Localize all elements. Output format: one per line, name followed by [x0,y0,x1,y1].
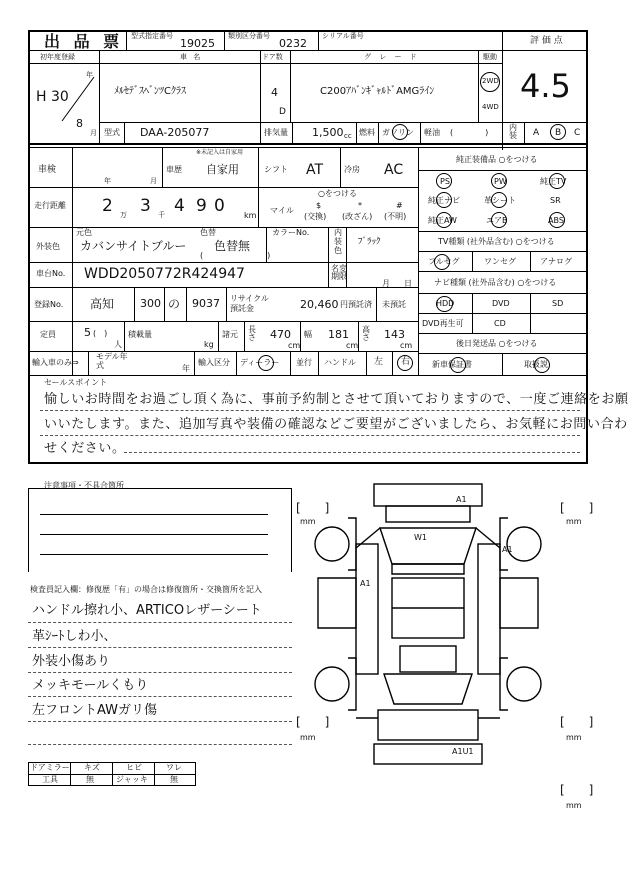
model-year-label: モデル年式 [96,352,128,370]
post-warranty: 新車保証書 [432,360,472,369]
katashiki-label: 型式指定番号 [131,32,173,40]
ruibetsu-value: 0232 [279,37,307,50]
history-note: ※未記入は自家用 [196,149,244,156]
acc-jack-value: 無 [170,775,178,784]
tv-oneseg: ワンセグ [484,257,516,266]
meter-exchange-sym: $ [316,201,322,210]
model-year-unit: 年 [182,364,190,373]
reg-class: 300 [140,297,161,310]
navi-hdd-circle [436,296,453,312]
meter-mile: マイル [270,206,294,215]
mark-a1-right: A1 [502,545,513,554]
import-dealer: ディーラー [240,358,280,367]
mm-spare: mm [566,801,582,810]
post-warranty-circle [450,357,466,373]
meter-tamper-sym: * [358,201,362,210]
mm-rr: mm [566,733,582,742]
vin-label: 車台No. [36,269,66,278]
reg-kana: の [168,297,181,311]
car-damage-diagram [296,478,596,808]
acc-scratch: キズ [84,763,100,772]
car-name-label: 車 名 [180,53,203,61]
fuel-gas: ガソリン [382,128,414,137]
equip-aw-circle [436,212,452,228]
handle-right: 右 [401,357,411,367]
note-line-4: メッキモールくもり [32,678,149,693]
navi-sd: SD [552,299,564,308]
mark-a1-front: A1 [456,495,467,504]
reg-area: 高知 [90,297,115,311]
dvd-label: DVD再生可 [422,319,464,328]
model-value: DAA-205077 [140,126,210,139]
equip-airbag: エアB [486,216,508,225]
recycle-value: 20,460 [300,298,339,311]
equip-ps-circle [436,173,452,189]
capacity-paren: ( ) [93,329,108,338]
interior-color-label: 内装色 [334,228,342,255]
equip-navi: 純正ナビ [428,196,460,205]
bracket-rl: [ ] [296,715,330,729]
length-unit: cm [288,341,301,350]
first-reg-label: 初年度登録 [40,53,75,61]
equip-airbag-circle [491,212,507,228]
acc-tools: 工具 [42,775,58,784]
note-line-3: 外装小傷あり [32,654,111,669]
doors-value: 4 [271,86,278,99]
grade-score: 4.5 [520,67,571,105]
mileage-digit-2: 3 [140,196,151,216]
mileage-digit-1: 2 [102,196,113,216]
fuel-light: 軽油 [424,128,440,137]
fuel-label: 燃料 [359,128,375,137]
model-label: 型式 [104,128,120,137]
meter-exchange: (交換) [304,212,327,221]
displacement-unit: cc [344,132,352,140]
notes-box [28,488,292,572]
drive-4wd: 4WD [482,103,499,111]
interior-c: C [574,128,581,138]
interior-a: A [533,128,540,138]
color-no-label: カラーNo. [272,228,310,237]
equip-pw-circle [491,173,507,189]
width-label: 幅 [304,330,312,339]
form-title: 出 品 票 [44,32,124,51]
navi-dvd: DVD [492,299,510,308]
shaken-year: 年 [104,177,111,185]
year-unit: 年 [86,71,93,79]
meter-unknown: (不明) [384,212,407,221]
fuel-paren: ( ) [450,128,489,137]
exterior-label: 外装色 [36,242,60,251]
meter-note: ○をつける [318,189,357,198]
name-change-label: 名変期限 [331,264,347,281]
navi-hdd: HDD [436,299,455,308]
grade-label: グ レ ー ド [364,53,420,61]
width-unit: cm [346,341,359,350]
ruibetsu-label: 類別区分番号 [228,32,270,40]
displacement-label: 排気量 [264,128,288,137]
door-type: D [279,107,286,117]
dims-label: 諸元 [222,330,238,339]
tv-title: TV種類 (社外品含む) ○をつける [438,237,555,246]
shaken-label: 車検 [38,165,57,175]
mileage-sen: 千 [158,211,165,219]
name-change-day: 日 [404,279,412,288]
load-unit: kg [204,340,214,349]
mileage-digit-3: 4 [174,196,185,216]
shift-label: シフト [264,165,288,174]
color-original: カバンサイトブルー [80,239,187,253]
height-value: 143 [384,328,405,341]
capacity-unit: 人 [114,340,122,349]
equipment-title: 純正装備品 ○をつける [456,155,538,164]
shift-value: AT [306,162,324,178]
doors-label: ドア数 [262,53,283,61]
color-paren: ( ) [200,251,271,260]
color-change-label: 色替 [200,228,216,237]
tv-fullseg: フルセグ [428,257,460,266]
acc-break: ワレ [166,763,182,772]
navi-title: ナビ種類 (社外品含む) ○をつける [434,278,557,287]
equip-abs-circle [549,212,565,228]
load-label: 積載量 [128,330,152,339]
sales-point-line-3: せください。 [44,441,126,456]
recycle-unpaid: 未預託 [382,300,406,309]
mark-w1: W1 [414,533,427,542]
handle-left: 左 [374,357,384,367]
post-title: 後日発送品 ○をつける [456,339,538,348]
acc-jack: ジャッキ [116,775,148,784]
bracket-rr: [ ] [560,715,594,729]
acc-mirror: ドアミラー [30,763,70,772]
mileage-label: 走行距離 [34,201,66,210]
katashiki-value: 19025 [180,37,215,50]
note-line-2: 革ｼｰﾄしわ小、 [32,629,117,644]
interior-label: 内装 [509,123,517,140]
bracket-spare: [ ] [560,783,594,797]
history-label: 車歴 [166,165,182,174]
car-name: ﾒﾙｾﾃﾞｽﾍﾞﾝﾂCｸﾗｽ [114,86,186,97]
equip-pw: PW [494,177,507,186]
inspector-note: 検査員記入欄：修復歴「有」の場合は修復箇所・交換箇所を記入 [30,585,262,594]
equip-leather: 革シート [484,196,516,205]
dvd-cd: CD [494,319,506,328]
import-label: 輸入車のみ⇒ [32,358,79,367]
drive-2wd: 2WD [482,77,499,85]
name-change-month: 月 [382,279,390,288]
import-parallel: 並行 [296,358,312,367]
shaken-month: 月 [150,177,157,185]
acc-crack: ヒビ [126,763,142,772]
ac-value: AC [384,162,404,178]
sales-point-line-2: いいたします。また、追加写真や装備の確認などご要望がございましたら、お気軽にお問い合わ [44,417,628,432]
note-line-5: 左フロントAWガリ傷 [32,703,158,718]
color-original-label: 元色 [76,228,92,237]
import-dealer-circle [258,355,274,371]
equip-tv-circle [549,173,565,189]
sales-point-line-1: 愉しいお時間をお過ごし頂く為に、事前予約制とさせて頂いておりますので、一度ご連絡をお願 [44,392,629,407]
equip-ps: PS [440,177,450,186]
sales-point-label: セールスポイント [44,378,108,387]
first-reg-year: H 30 [36,89,69,105]
recycle-unit: 円預託済 [340,300,372,309]
equip-leather-circle [491,192,507,208]
score-label: 評 価 点 [530,36,563,46]
interior-b: B [555,128,562,138]
meter-tamper: (改ざん) [342,212,373,221]
mark-a1-left: A1 [360,579,371,588]
history-value: 自家用 [206,163,239,176]
mileage-unit: km [244,211,257,220]
notes-title: 注意事項・不具合箇所 [44,481,124,490]
reg-number: 9037 [192,297,220,310]
reg-label: 登録No. [34,300,64,309]
diagonal-slash [60,75,96,123]
handle-label: ハンドル [324,358,356,367]
vin-value: WDD2050772R424947 [84,266,245,282]
mm-fl: mm [300,517,316,526]
serial-label: シリアル番号 [322,32,364,40]
equip-aw: 純正AW [428,216,457,225]
bracket-fr: [ ] [560,501,594,515]
height-label: 高さ [362,325,370,342]
recycle-label: リサイクル預託金 [230,294,269,313]
meter-unknown-sym: # [396,201,403,210]
grade-value: C200ｱﾊﾞﾝｷﾞｬﾙﾄﾞAMGﾗｲﾝ [320,86,435,97]
tv-analog: アナログ [540,257,572,266]
fuel-gas-circle [392,124,408,140]
equip-tv: 純正TV [540,177,567,186]
height-unit: cm [400,341,413,350]
equip-navi-circle [436,192,452,208]
drive-label: 駆動 [483,53,497,61]
month-unit: 月 [90,129,97,137]
tv-fullseg-circle [434,254,450,270]
post-manual: 取扱説 [524,360,548,369]
note-line-1: ハンドル擦れ小、ARTICOレザーシート [32,603,262,618]
capacity-label: 定員 [40,330,56,339]
bracket-fl: [ ] [296,501,330,515]
displacement-value: 1,500 [312,126,344,139]
mark-a1u1: A1U1 [452,747,474,756]
color-change: 色替無 [214,239,251,253]
equip-sr: SR [550,196,561,205]
acc-tools-value: 無 [86,775,94,784]
equip-abs: ABS [548,216,564,225]
post-manual-circle [534,357,550,373]
mileage-digit-5: 0 [214,196,225,216]
first-reg-month: 8 [76,117,83,130]
mm-fr: mm [566,517,582,526]
length-label: 長さ [248,325,256,342]
length-value: 470 [270,328,291,341]
width-value: 181 [328,328,349,341]
interior-color: ﾌﾞﾗｯｸ [358,237,381,247]
ac-label: 冷房 [344,165,360,174]
import-type-label: 輸入区分 [198,358,230,367]
mileage-digit-4: 9 [196,196,207,216]
capacity-value: 5 [84,326,91,339]
mm-rl: mm [300,733,316,742]
mileage-man: 万 [120,211,127,219]
